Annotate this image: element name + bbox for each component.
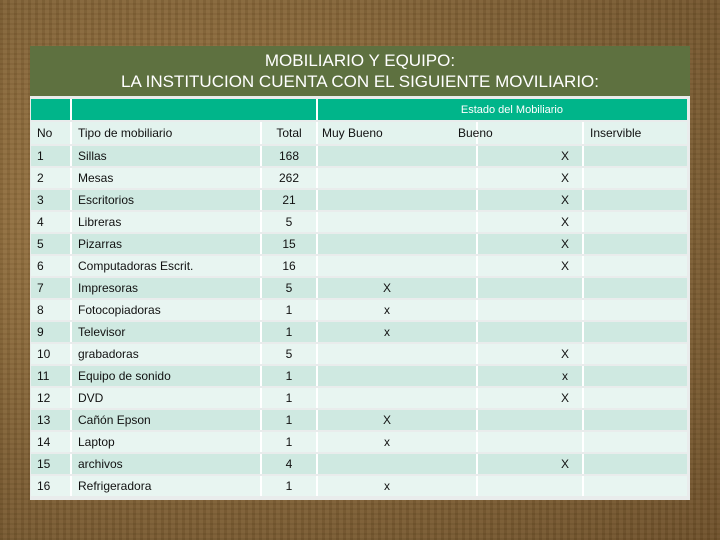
cell-no: 6: [31, 256, 72, 276]
cell-total: 21: [262, 190, 318, 210]
cell-no: 4: [31, 212, 72, 232]
cell-tipo: Televisor: [72, 322, 262, 342]
cell-tipo: Fotocopiadoras: [72, 300, 262, 320]
table-row: [31, 212, 687, 232]
group-header-row: [31, 99, 687, 120]
cell-bueno: X: [478, 146, 584, 166]
cell-muy-bueno: [318, 190, 478, 210]
cell-bueno: X: [478, 344, 584, 364]
cell-total: 1: [262, 410, 318, 430]
cell-muy-bueno: x: [318, 322, 478, 342]
cell-tipo: DVD: [72, 388, 262, 408]
table-row: [31, 278, 687, 298]
cell-tipo: grabadoras: [72, 344, 262, 364]
title-line-1: MOBILIARIO Y EQUIPO:: [264, 51, 456, 70]
cell-inservible: [584, 322, 687, 342]
cell-no: 14: [31, 432, 72, 452]
cell-no: 16: [31, 476, 72, 496]
cell-bueno: X: [478, 190, 584, 210]
cell-muy-bueno: [318, 168, 478, 188]
cell-muy-bueno: [318, 234, 478, 254]
cell-inservible: [584, 454, 687, 474]
cell-muy-bueno: [318, 454, 478, 474]
band-cell-no: [31, 99, 72, 120]
cell-muy-bueno: [318, 366, 478, 386]
cell-inservible: [584, 410, 687, 430]
col-header-inservible: Inservible: [584, 122, 687, 144]
cell-tipo: archivos: [72, 454, 262, 474]
cell-muy-bueno: X: [318, 410, 478, 430]
cell-no: 15: [31, 454, 72, 474]
cell-tipo: Impresoras: [72, 278, 262, 298]
cell-inservible: [584, 234, 687, 254]
cell-no: 10: [31, 344, 72, 364]
table-row: [31, 344, 687, 364]
cell-tipo: Refrigeradora: [72, 476, 262, 496]
cell-no: 3: [31, 190, 72, 210]
cell-muy-bueno: [318, 146, 478, 166]
cell-total: 1: [262, 300, 318, 320]
band-cell-blank: [72, 99, 318, 120]
cell-total: 5: [262, 344, 318, 364]
cell-tipo: Mesas: [72, 168, 262, 188]
cell-bueno: [478, 278, 584, 298]
table-row: [31, 366, 687, 386]
cell-bueno: X: [478, 256, 584, 276]
cell-total: 1: [262, 388, 318, 408]
table-row: [31, 146, 687, 166]
cell-muy-bueno: x: [318, 432, 478, 452]
cell-tipo: Cañón Epson: [72, 410, 262, 430]
cell-no: 12: [31, 388, 72, 408]
cell-muy-bueno: [318, 344, 478, 364]
table-row: [31, 190, 687, 210]
table-row: [31, 388, 687, 408]
cell-total: 5: [262, 212, 318, 232]
cell-no: 1: [31, 146, 72, 166]
table-row: [31, 168, 687, 188]
cell-muy-bueno: [318, 256, 478, 276]
table-row: [31, 300, 687, 320]
cell-muy-bueno: [318, 212, 478, 232]
cell-bueno: X: [478, 234, 584, 254]
cell-total: 4: [262, 454, 318, 474]
cell-tipo: Libreras: [72, 212, 262, 232]
furniture-table: [31, 97, 687, 498]
cell-no: 11: [31, 366, 72, 386]
cell-no: 8: [31, 300, 72, 320]
col-header-no: No: [31, 122, 72, 144]
cell-total: 5: [262, 278, 318, 298]
table-row: [31, 476, 687, 496]
cell-muy-bueno: x: [318, 476, 478, 496]
cell-tipo: Pizarras: [72, 234, 262, 254]
col-header-tipo: Tipo de mobiliario: [72, 122, 262, 144]
col-header-muy-bueno: Muy Bueno: [318, 122, 478, 144]
cell-tipo: Sillas: [72, 146, 262, 166]
cell-bueno: X: [478, 212, 584, 232]
cell-muy-bueno: X: [318, 278, 478, 298]
cell-inservible: [584, 256, 687, 276]
cell-tipo: Laptop: [72, 432, 262, 452]
cell-no: 5: [31, 234, 72, 254]
cell-total: 1: [262, 432, 318, 452]
cell-bueno: X: [478, 454, 584, 474]
cell-total: 1: [262, 366, 318, 386]
cell-inservible: [584, 212, 687, 232]
cell-total: 15: [262, 234, 318, 254]
cell-inservible: [584, 476, 687, 496]
cell-inservible: [584, 344, 687, 364]
cell-inservible: [584, 388, 687, 408]
cell-inservible: [584, 190, 687, 210]
cell-total: 16: [262, 256, 318, 276]
cell-bueno: [478, 410, 584, 430]
table-row: [31, 454, 687, 474]
cell-bueno: X: [478, 168, 584, 188]
col-header-bueno: Bueno: [478, 122, 584, 144]
title-line-2: LA INSTITUCION CUENTA CON EL SIGUIENTE MOVILIARIO:: [121, 72, 599, 91]
table-row: [31, 234, 687, 254]
cell-inservible: [584, 278, 687, 298]
cell-bueno: [478, 300, 584, 320]
table-row: [31, 256, 687, 276]
cell-no: 2: [31, 168, 72, 188]
cell-bueno: [478, 322, 584, 342]
cell-inservible: [584, 366, 687, 386]
slide-title: [30, 46, 690, 96]
table-row: [31, 410, 687, 430]
col-header-total: Total: [262, 122, 318, 144]
cell-total: 168: [262, 146, 318, 166]
group-header-estado: Estado del Mobiliario: [318, 99, 687, 120]
cell-no: 9: [31, 322, 72, 342]
cell-bueno: [478, 432, 584, 452]
cell-muy-bueno: x: [318, 300, 478, 320]
cell-bueno: x: [478, 366, 584, 386]
table-row: [31, 322, 687, 342]
column-header-row: [31, 122, 687, 144]
cell-total: 1: [262, 476, 318, 496]
cell-muy-bueno: [318, 388, 478, 408]
table-row: [31, 432, 687, 452]
cell-bueno: X: [478, 388, 584, 408]
cell-no: 7: [31, 278, 72, 298]
cell-total: 262: [262, 168, 318, 188]
cell-bueno: [478, 476, 584, 496]
cell-tipo: Computadoras Escrit.: [72, 256, 262, 276]
table-body: [31, 99, 687, 496]
cell-inservible: [584, 146, 687, 166]
cell-total: 1: [262, 322, 318, 342]
cell-inservible: [584, 432, 687, 452]
cell-no: 13: [31, 410, 72, 430]
cell-inservible: [584, 168, 687, 188]
cell-inservible: [584, 300, 687, 320]
cell-tipo: Equipo de sonido: [72, 366, 262, 386]
cell-tipo: Escritorios: [72, 190, 262, 210]
